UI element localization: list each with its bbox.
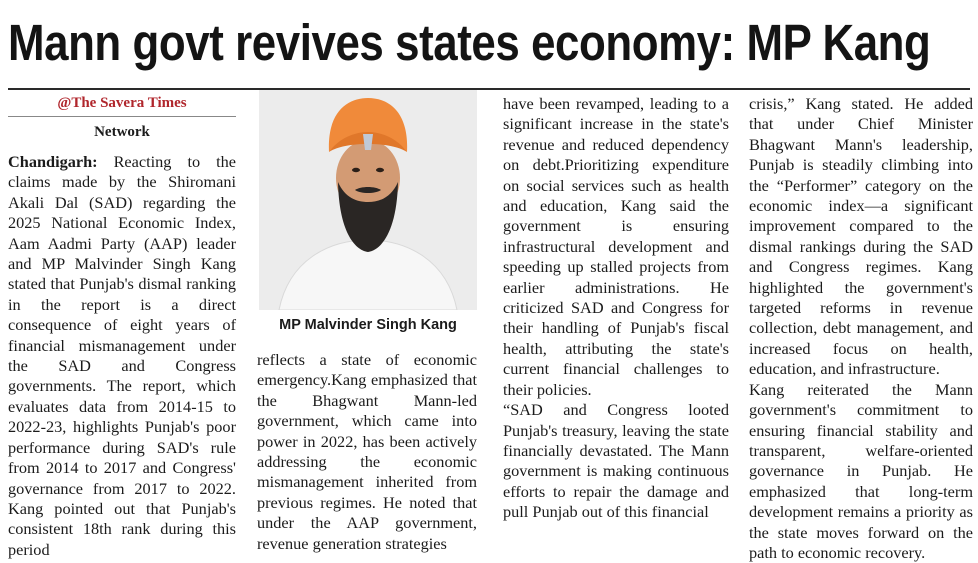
article-column-2 [257, 350, 477, 554]
section-label: Network [94, 124, 150, 140]
column-3-paragraph-1: have been revamped, leading to a significant increase in the state's revenue and reduced dependency on debt.Prioritizing expenditure on social services such as health and education, Kang said the government is ensuring infrastructural development and speeding up stalled projects from earlier administrations. He criticized SAD and Congress for their handling of Punjab's fiscal health, attributing the state's current financial challenges to their policies. [503, 94, 729, 399]
column-1-paragraph [8, 152, 236, 560]
column-4-paragraph-2: Kang reiterated the Mann government's commitment to ensuring financial stability and transparent, welfare-oriented governance in Punjab. He emphasized that long-term development remains a priority as the state moves forward on the path to economic recovery. [749, 379, 973, 562]
article-column-4 [749, 94, 973, 563]
column-2-paragraph: reflects a state of economic emergency.Kang emphasized that the Bhagwant Mann-led government, which came into power in 2022, has been actively addressing the economic mismanagement inherited from previous regimes. He noted that under the AAP government, revenue generation strategies [257, 350, 477, 553]
photo-caption: MP Malvinder Singh Kang [279, 317, 457, 333]
portrait-illustration [259, 90, 477, 310]
column-4-paragraph-1: crisis,” Kang stated. He added that under Chief Minister Bhagwant Mann's leadership, Punjab is steadily climbing into the “Performer” category on the economic index—a significant improvement compared to the dismal rankings during the SAD and Congress regimes. Kang highlighted the government's targeted reforms in revenue collection, debt management, and increased focus on health, education, and infrastructure. [749, 94, 973, 379]
headline-rule [8, 88, 970, 90]
column-1-text: Reacting to the claims made by the Shiromani Akali Dal (SAD) regarding the 2025 National Economic Index, Aam Aadmi Party (AAP) leader and MP Malvinder Singh Kang stated that Punjab's dismal ranking in the report is a direct consequence of eight years of financial mismanagement under the SAD and Congress governments. The report, which evaluates data from 2014-15 to 2022-23, highlights Punjab's poor performance during SAD's rule from 2014 to 2017 and Congress' governance from 2017 to 2022. Kang pointed out that Punjab's consistent 18th rank during this period [8, 152, 236, 559]
dateline: Chandigarh: [8, 152, 98, 171]
byline: @The Savera Times [57, 95, 187, 111]
article-column-1 [8, 152, 236, 560]
portrait-photo [259, 90, 477, 310]
column-3-paragraph-2: “SAD and Congress looted Punjab's treasury, leaving the state financially devastated. The Mann government is making continuous efforts to repair the damage and pull Punjab out of this financial [503, 400, 729, 522]
headline: Mann govt revives states economy: MP Kang [8, 14, 931, 71]
article-column-3 [503, 94, 729, 523]
byline-rule [8, 116, 236, 117]
